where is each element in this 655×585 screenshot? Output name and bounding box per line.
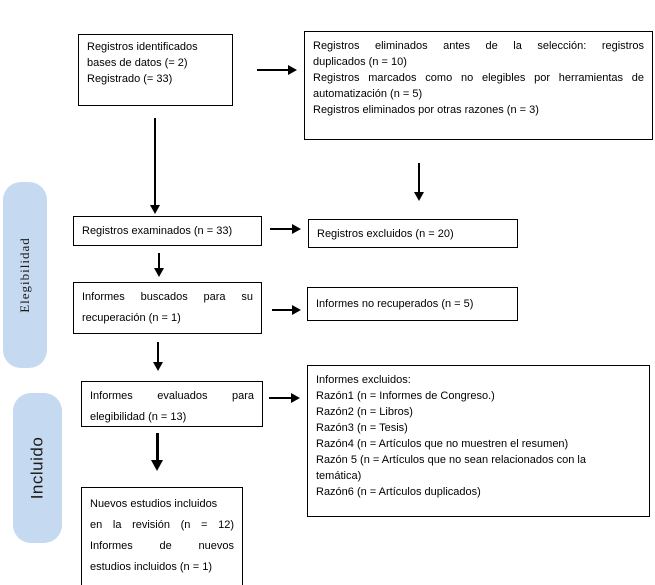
text-line: bases de datos (= 2) (87, 57, 188, 69)
arrow-head (414, 192, 424, 201)
text-line: recuperación (n = 1) (82, 312, 181, 324)
arrow-line (269, 397, 292, 399)
stage-label-eligibility: Elegibilidad (17, 237, 33, 313)
text-line: temática) (316, 470, 362, 482)
arrow-line (418, 163, 420, 193)
text-line: Razón1 (n = Informes de Congreso.) (316, 390, 495, 402)
text-line: Razón 5 (n = Artículos que no sean relacionados con la (316, 454, 586, 466)
arrow-line (154, 118, 156, 205)
stage-bar-eligibility (3, 182, 47, 368)
text-line: en la revisión (n = 12) (90, 519, 234, 531)
box-reports-sought (73, 282, 262, 334)
arrow-line (272, 309, 293, 311)
text-line: Informes evaluados para (90, 390, 254, 402)
box-records-identified (78, 34, 233, 106)
text-line: duplicados (n = 10) (313, 56, 407, 68)
text-line: Registros identificados (87, 41, 198, 53)
arrow-head (151, 460, 163, 471)
text-line: Razón4 (n = Artículos que no muestren el resumen) (316, 438, 569, 450)
text-line: automatización (n = 5) (313, 88, 423, 100)
text-line: Registros eliminados por otras razones (n = 3) (313, 104, 539, 116)
stage-bar-included (13, 393, 62, 543)
text-line: elegibilidad (n = 13) (90, 411, 187, 423)
arrow-line (158, 253, 160, 269)
text-line: Razón6 (n = Artículos duplicados) (316, 486, 481, 498)
text-line: estudios incluidos (n = 1) (90, 561, 212, 573)
box-records-screened (73, 216, 262, 246)
text-line: Registros eliminados antes de la selección: registros (313, 40, 644, 52)
arrow-head (292, 305, 301, 315)
text-line: Registros examinados (n = 33) (82, 225, 233, 237)
box-records-removed-before-screening (304, 31, 653, 140)
text-line: Informes no recuperados (n = 5) (316, 298, 474, 310)
arrow-head (288, 65, 297, 75)
box-reports-not-retrieved (307, 287, 518, 321)
text-line: Razón2 (n = Libros) (316, 406, 413, 418)
text-line: Nuevos estudios incluidos (90, 498, 218, 510)
arrow-head (291, 393, 300, 403)
box-reports-assessed (81, 381, 263, 427)
arrow-head (154, 268, 164, 277)
box-records-excluded (308, 219, 518, 248)
arrow-line (156, 433, 159, 461)
text-line: Razón3 (n = Tesis) (316, 422, 408, 434)
arrow-head (292, 224, 301, 234)
arrow-line (157, 342, 159, 363)
text-line: Informes buscados para su (82, 291, 253, 303)
box-reports-excluded-reasons (307, 365, 650, 517)
stage-label-included: Incluido (27, 436, 47, 500)
arrow-line (257, 69, 289, 71)
arrow-head (153, 362, 163, 371)
text-line: Informes excluidos: (316, 374, 411, 386)
text-line: Informes de nuevos (90, 540, 234, 552)
box-new-studies-included (81, 487, 243, 585)
arrow-line (270, 228, 293, 230)
text-line: Registros marcados como no elegibles por herramientas de (313, 72, 644, 84)
arrow-head (150, 205, 160, 214)
text-line: Registros excluidos (n = 20) (317, 228, 454, 240)
text-line: Registrado (= 33) (87, 73, 173, 85)
